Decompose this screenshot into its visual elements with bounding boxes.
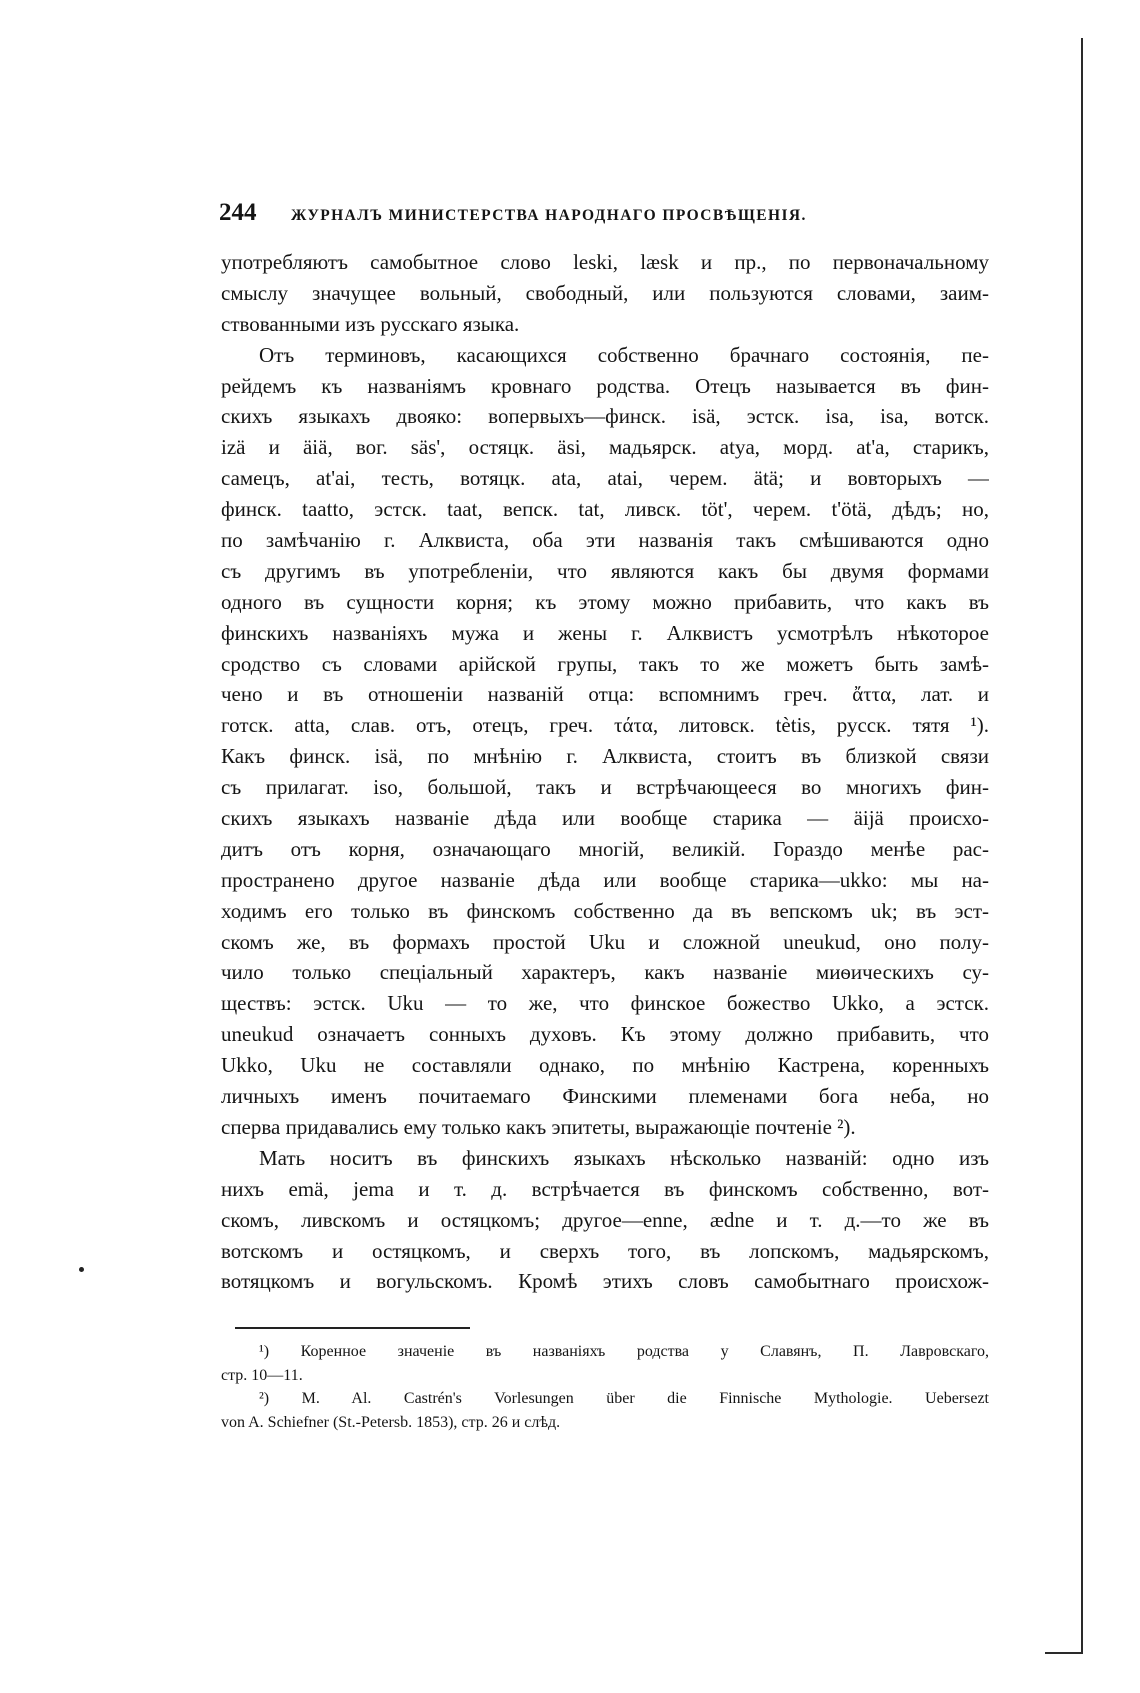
text-line: сродство съ словами арійской групы, такъ то же можетъ быть замѣ- <box>221 651 989 676</box>
text-line: рейдемъ къ названіямъ кровнаго родства. Отецъ называется въ фин- <box>221 373 989 398</box>
text-line: самецъ, at'ai, тесть, вотяцк. ata, atai, черем. ätä; и вовторыхъ — <box>221 466 989 491</box>
body-text <box>221 247 989 1297</box>
text-line: одного въ сущности корня; къ этому можно прибавить, что какъ въ <box>221 589 989 614</box>
page-edge-line <box>1081 38 1083 1653</box>
footnotes <box>221 1340 989 1434</box>
text-line: вотяцкомъ и вогульскомъ. Кромѣ этихъ словъ самобытнаго происхож- <box>221 1269 989 1294</box>
running-header <box>219 199 984 231</box>
text-line: готск. atta, слав. отъ, отецъ, греч. τάτα, литовск. tètis, русск. тятя ¹). <box>221 713 989 738</box>
text-line: по замѣчанію г. Алквиста, оба эти названія такъ смѣшиваются одно <box>221 528 989 553</box>
text-line: ходимъ его только въ финскомъ собственно да въ вепскомъ uk; въ эст- <box>221 898 989 923</box>
text-line: izä и äiä, вог. säs', остяцк. äsi, мадьярск. atya, морд. at'a, старикъ, <box>221 435 989 460</box>
stray-ink-dot <box>79 1267 84 1272</box>
text-line: смыслу значущее вольный, свободный, или пользуются словами, заим- <box>221 280 989 305</box>
text-line: съ другимъ въ употребленіи, что являются какъ бы двумя формами <box>221 558 989 583</box>
text-line: скомъ, ливскомъ и остяцкомъ; другое—enne, ædne и т. д.—то же въ <box>221 1207 989 1232</box>
text-line: uneukud означаетъ сонныхъ духовъ. Къ этому должно прибавить, что <box>221 1022 989 1047</box>
text-line: финскихъ названіяхъ мужа и жены г. Алквистъ усмотрѣлъ нѣкоторое <box>221 620 989 645</box>
text-line: скомъ же, въ формахъ простой Uku и сложной uneukud, оно полу- <box>221 929 989 954</box>
text-line: скихъ языкахъ названіе дѣда или вообще старика — äijä происхо- <box>221 806 989 831</box>
footnote-line: ¹) Коренное значеніе въ названіяхъ родства у Славянъ, П. Лавровскаго, <box>259 1343 989 1360</box>
text-line: Какъ финск. isä, по мнѣнію г. Алквиста, стоитъ въ близкой связи <box>221 744 989 769</box>
text-line: ществъ: эстск. Uku — то же, что финское божество Ukko, а эстск. <box>221 991 989 1016</box>
running-title: ЖУРНАЛЪ МИНИСТЕРСТВА НАРОДНАГО ПРОСВѢЩЕНІЯ. <box>291 207 807 224</box>
text-line: ствованными изъ русскаго языка. <box>221 311 520 336</box>
footnote-line: ²) M. Al. Castrén's Vorlesungen über die Finnische Mythologie. Uebersezt <box>259 1390 989 1407</box>
text-line: употребляютъ самобытное слово leski, læsk и пр., по первоначальному <box>221 250 989 274</box>
text-line: скихъ языкахъ двояко: вопервыхъ—финск. isä, эстск. isa, isa, вотск. <box>221 404 989 429</box>
text-line: Ukko, Uku не составляли однако, по мнѣнію Кастрена, коренныхъ <box>221 1053 989 1078</box>
page-number: 244 <box>219 199 257 226</box>
text-line: дитъ отъ корня, означающаго многій, великій. Гораздо менѣе рас- <box>221 836 989 861</box>
footnote-line: von A. Schiefner (St.-Petersb. 1853), стр. 26 и слѣд. <box>221 1413 561 1431</box>
text-line: нихъ emä, jema и т. д. встрѣчается въ финскомъ собственно, вот- <box>221 1176 989 1201</box>
text-line: съ прилагат. iso, большой, такъ и встрѣчающееся во многихъ фин- <box>221 775 989 800</box>
text-line: сперва придавались ему только какъ эпитеты, выражающіе почтеніе ²). <box>221 1114 856 1139</box>
text-line: чено и въ отношеніи названій отца: вспомнимъ греч. ἄττα, лат. и <box>221 682 989 707</box>
text-line: вотскомъ и остяцкомъ, и сверхъ того, въ лопскомъ, мадьярскомъ, <box>221 1238 989 1263</box>
text-line: Мать носитъ въ финскихъ языкахъ нѣсколько названій: одно изъ <box>259 1145 989 1170</box>
text-line: чило только спеціальный характеръ, какъ названіе миѳическихъ су- <box>221 960 989 985</box>
corner-tick-mark <box>1045 1652 1083 1654</box>
text-line: финск. taatto, эстск. taat, вепск. tat, ливск. töt', черем. t'ötä, дѣдъ; но, <box>221 497 989 522</box>
footnote-divider <box>235 1327 470 1329</box>
text-line: Отъ терминовъ, касающихся собственно брачнаго состоянія, пе- <box>259 342 989 367</box>
text-line: пространено другое названіе дѣда или вообще старика—ukko: мы на- <box>221 867 989 892</box>
footnote-line: стр. 10—11. <box>221 1366 303 1384</box>
text-line: личныхъ именъ почитаемаго Финскими племенами бога неба, но <box>221 1084 989 1109</box>
